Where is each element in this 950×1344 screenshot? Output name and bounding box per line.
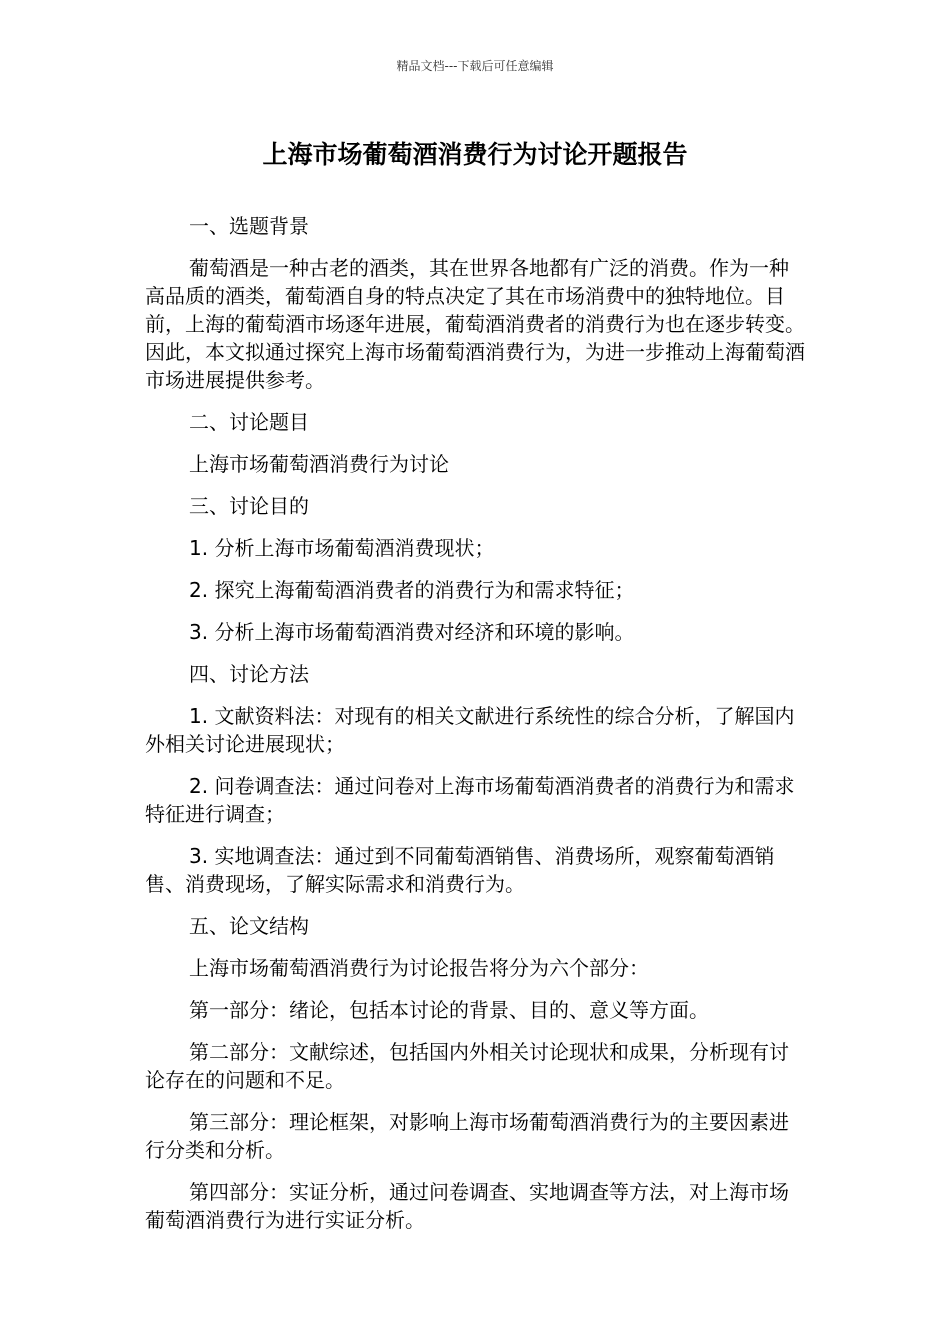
list-item-method-3: 3. 实地调查法：通过到不同葡萄酒销售、消费场所，观察葡萄酒销售、消费现场，了解实际需求和消费行为。 bbox=[145, 844, 775, 896]
list-item-purpose-3: 3. 分析上海市场葡萄酒消费对经济和环境的影响。 bbox=[189, 620, 635, 644]
paragraph-background: 葡萄酒是一种古老的酒类，其在世界各地都有广泛的消费。作为一种高品质的酒类，葡萄酒自身的特点决定了其在市场消费中的独特地位。目前，上海的葡萄酒市场逐年进展，葡萄酒消费者的消费行为也在逐步转变。因此，本文拟通过探究上海市场葡萄酒消费行为，为进一步推动上海葡萄酒市场进展提供参考。 bbox=[145, 256, 805, 392]
section-heading-purpose: 三、讨论目的 bbox=[189, 494, 309, 518]
paragraph-part-4: 第四部分：实证分析，通过问卷调查、实地调查等方法，对上海市场葡萄酒消费行为进行实证分析。 bbox=[145, 1180, 789, 1232]
paragraph-part-2: 第二部分：文献综述，包括国内外相关讨论现状和成果，分析现有讨论存在的问题和不足。 bbox=[145, 1040, 789, 1092]
section-heading-topic: 二、讨论题目 bbox=[189, 410, 309, 434]
document-body bbox=[145, 212, 805, 1248]
section-heading-structure: 五、论文结构 bbox=[189, 914, 309, 938]
paragraph-topic: 上海市场葡萄酒消费行为讨论 bbox=[189, 452, 449, 476]
section-heading-background: 一、选题背景 bbox=[189, 214, 309, 238]
list-item-method-1: 1. 文献资料法：对现有的相关文献进行系统性的综合分析，了解国内外相关讨论进展现状； bbox=[145, 704, 795, 756]
paragraph-structure-intro: 上海市场葡萄酒消费行为讨论报告将分为六个部分： bbox=[189, 956, 649, 980]
document-title: 上海市场葡萄酒消费行为讨论开题报告 bbox=[262, 140, 688, 169]
section-heading-methods: 四、讨论方法 bbox=[189, 662, 309, 686]
paragraph-part-1: 第一部分：绪论，包括本讨论的背景、目的、意义等方面。 bbox=[189, 998, 709, 1022]
list-item-method-2: 2. 问卷调查法：通过问卷对上海市场葡萄酒消费者的消费行为和需求特征进行调查； bbox=[145, 774, 795, 826]
list-item-purpose-1: 1. 分析上海市场葡萄酒消费现状； bbox=[189, 536, 495, 560]
list-item-purpose-2: 2. 探究上海葡萄酒消费者的消费行为和需求特征； bbox=[189, 578, 635, 602]
header-note: 精品文档---下载后可任意编辑 bbox=[396, 59, 554, 73]
paragraph-part-3: 第三部分：理论框架，对影响上海市场葡萄酒消费行为的主要因素进行分类和分析。 bbox=[145, 1110, 789, 1162]
